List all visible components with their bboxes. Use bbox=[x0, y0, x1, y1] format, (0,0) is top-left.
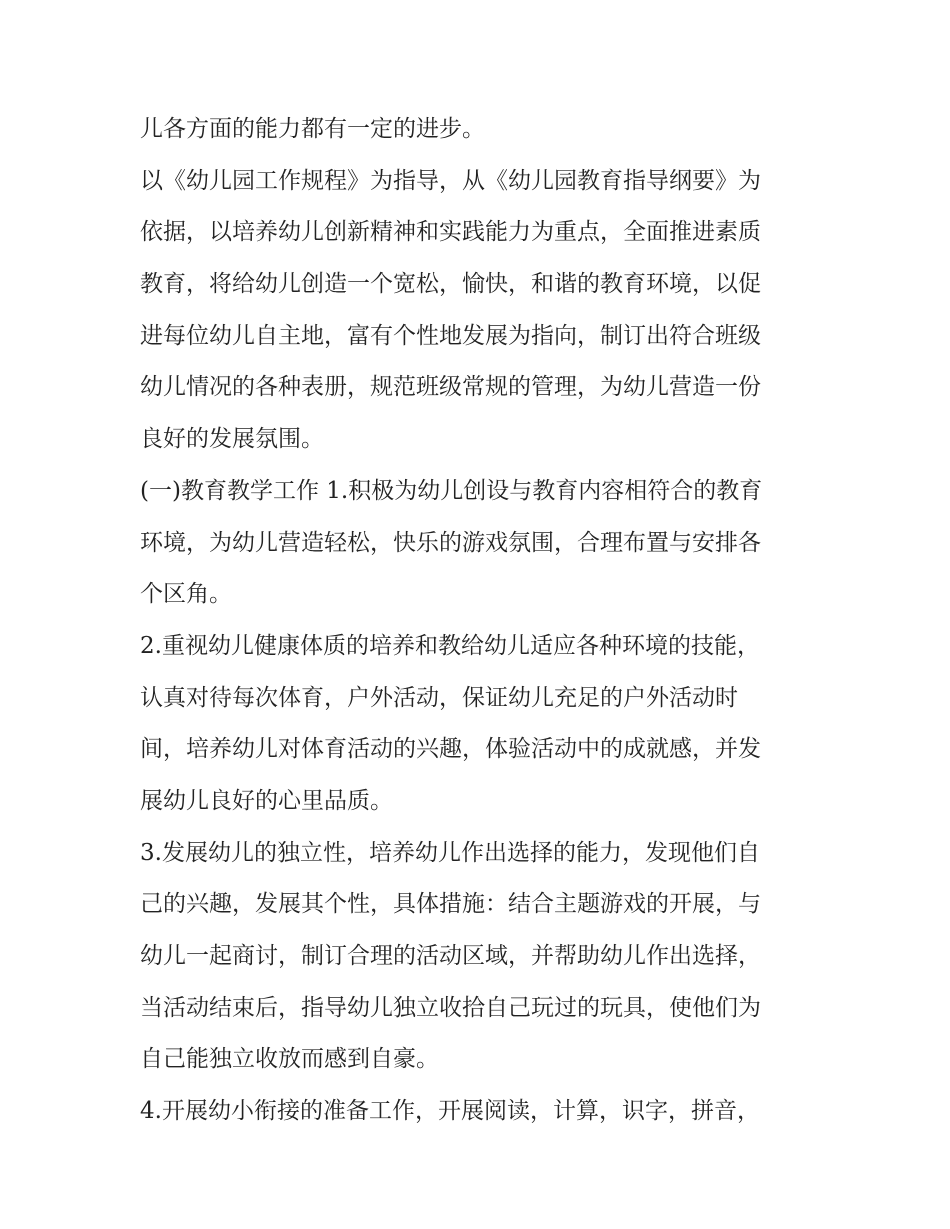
text-line: 幼儿一起商讨，制订合理的活动区域，并帮助幼儿作出选择， bbox=[140, 943, 761, 969]
text-line: 良好的发展氛围。 bbox=[140, 426, 324, 453]
text-line: 进每位幼儿自主地，富有个性地发展为指向，制订出符合班级 bbox=[140, 322, 761, 349]
text-line: 认真对待每次体育，户外活动，保证幼儿充足的户外活动时 bbox=[140, 684, 738, 711]
text-line: 环境，为幼儿营造轻松，快乐的游戏氛围，合理布置与安排各 bbox=[140, 529, 761, 556]
text-line: 自己能独立收放而感到自豪。 bbox=[140, 1046, 439, 1073]
text-line: 4.开展幼小衔接的准备工作，开展阅读，计算，识字，拼音， bbox=[140, 1098, 760, 1125]
text-line: 展幼儿良好的心里品质。 bbox=[140, 787, 393, 814]
text-line: 依据，以培养幼儿创新精神和实践能力为重点，全面推进素质 bbox=[140, 219, 761, 246]
text-line: 教育，将给幼儿创造一个宽松，愉快，和谐的教育环境，以促 bbox=[140, 271, 761, 298]
text-line: 个区角。 bbox=[140, 581, 232, 608]
text-line: 当活动结束后，指导幼儿独立收拾自己玩过的玩具，使他们为 bbox=[140, 994, 761, 1021]
text-line: (一)教育教学工作 1.积极为幼儿创设与教育内容相符合的教育 bbox=[140, 477, 763, 504]
text-line: 幼儿情况的各种表册，规范班级常规的管理，为幼儿营造一份 bbox=[140, 374, 761, 401]
text-line: 间，培养幼儿对体育活动的兴趣，体验活动中的成就感，并发 bbox=[140, 736, 761, 763]
text-line: 儿各方面的能力都有一定的进步。 bbox=[140, 116, 485, 142]
text-line: 2.重视幼儿健康体质的培养和教给幼儿适应各种环境的技能， bbox=[140, 632, 760, 659]
text-line: 己的兴趣，发展其个性，具体措施：结合主题游戏的开展，与 bbox=[140, 891, 761, 918]
text-line: 以《幼儿园工作规程》为指导，从《幼儿园教育指导纲要》为 bbox=[140, 167, 761, 194]
body-text bbox=[140, 104, 820, 1138]
text-line: 3.发展幼儿的独立性，培养幼儿作出选择的能力，发现他们自 bbox=[140, 839, 760, 866]
